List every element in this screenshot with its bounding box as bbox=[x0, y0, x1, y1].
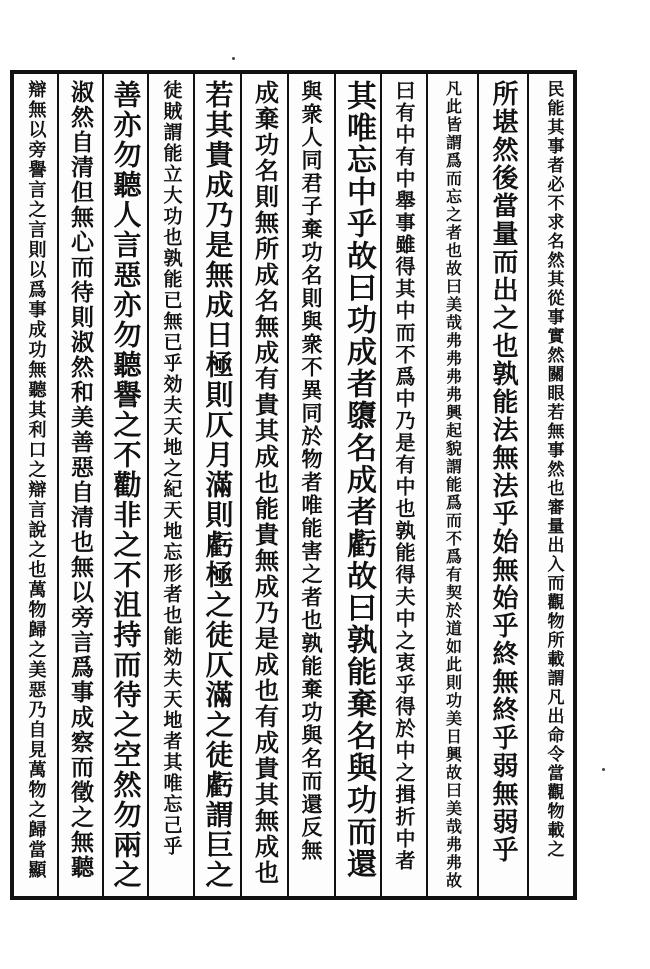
text-column-6 bbox=[287, 74, 334, 896]
text-frame bbox=[10, 70, 577, 900]
text-column-7 bbox=[240, 74, 287, 896]
column-text: 凡此皆謂爲而忘之者也故曰美哉弗弗弗弗興起貌謂能爲而不爲有契於道如此則功美日興故曰美哉弗弗故 bbox=[443, 80, 463, 890]
text-column-8 bbox=[193, 74, 240, 896]
column-text: 其唯忘中乎故曰功成者隳名成者虧故曰孰能棄名與功而還 bbox=[341, 80, 376, 880]
text-column-5 bbox=[334, 74, 380, 896]
text-column-4 bbox=[380, 74, 426, 896]
paper-speck bbox=[232, 57, 235, 60]
column-text: 曰有中有中舉事雖得其中而不爲中乃是有中也孰能得夫中之衷乎得於中之揖折中者 bbox=[392, 80, 416, 872]
paper-speck bbox=[602, 768, 605, 771]
column-text: 與衆人同君子棄功名則與衆不異同於物者唯能害之者也孰能棄功與名而還反無 bbox=[299, 80, 324, 862]
column-text: 辯無以旁譽言之言則以爲事成功無聽其利口之辯言說之也萬物歸之美惡乃自見萬物之歸當顯 bbox=[25, 80, 47, 880]
text-column-3 bbox=[426, 74, 477, 896]
text-column-9 bbox=[147, 74, 193, 896]
column-text: 民能其事者必不求名然其從事實然關眼若無事然也審量出入而觀物所載謂凡出命令當觀物載之 bbox=[543, 80, 564, 859]
text-column-12 bbox=[14, 74, 57, 896]
text-column-2 bbox=[477, 74, 527, 896]
column-text: 所堪然後當量而出之也孰能法無法乎始無始乎終無終乎弱無弱乎 bbox=[488, 80, 518, 864]
column-text: 淑然自清但無心而待則淑然和美善惡自清也無以旁言爲事成察而徵之無聽 bbox=[67, 80, 94, 880]
column-text: 善亦勿聽人言惡亦勿聽譽之不勸非之不沮持而待之空然勿兩之 bbox=[109, 80, 143, 890]
text-column-1 bbox=[527, 74, 577, 896]
column-text: 若其貴成乃是無成日極則仄月滿則虧極之徒仄滿之徒虧謂巨之 bbox=[201, 80, 235, 890]
column-text: 徒賊謂能立大功也孰能已無已乎効夫天地之紀天地忘形者也能効夫天地者其唯忘己乎 bbox=[160, 80, 183, 857]
column-text: 成棄功名則無所成名無成有貴其成也能貴無成乃是成也有成貴其無成也 bbox=[250, 80, 280, 886]
text-column-11 bbox=[57, 74, 102, 896]
text-column-10 bbox=[102, 74, 147, 896]
